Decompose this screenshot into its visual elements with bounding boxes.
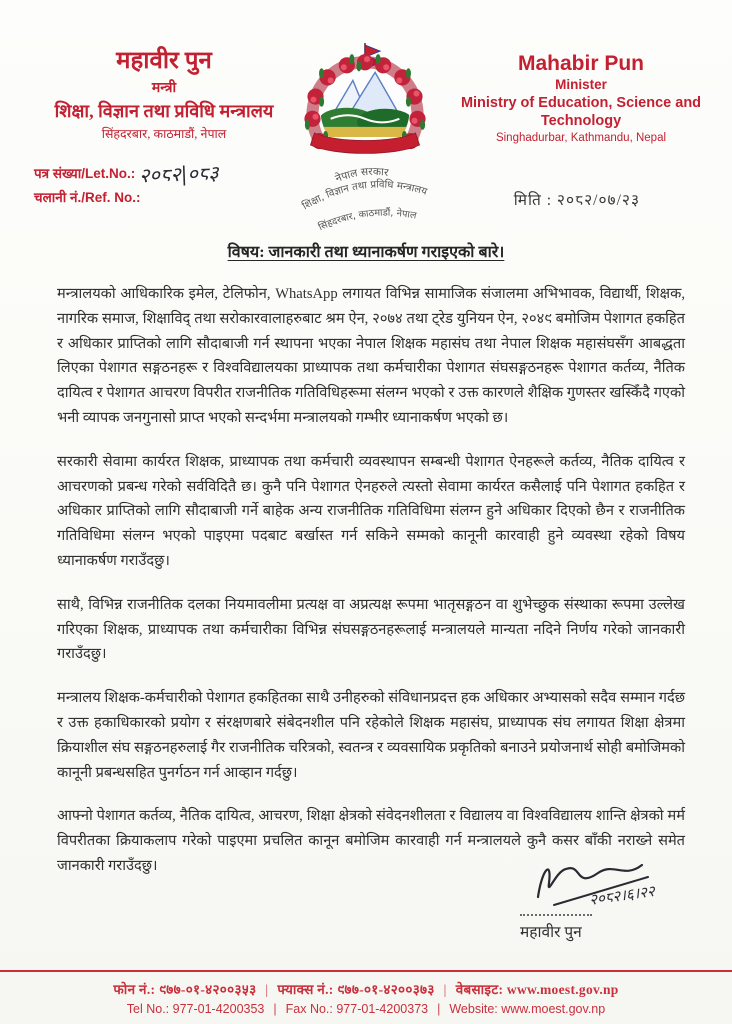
minister-title-english: Minister xyxy=(555,77,607,93)
signature-icon xyxy=(520,853,700,915)
footer-contact-nepali xyxy=(0,980,732,998)
footer-website-english: Website: www.moest.gov.np xyxy=(449,1002,606,1016)
svg-text:सिंहदरबार, काठमाडौं, नेपाल xyxy=(316,202,419,234)
stamp-text-ministry: शिक्षा, विज्ञान तथा प्रविधि मन्त्रालय xyxy=(300,179,429,213)
letter-footer xyxy=(0,970,732,1024)
footer-phone-english: Tel No.: 977-01-4200353 xyxy=(126,1002,265,1016)
footer-contact-english xyxy=(0,1002,732,1016)
footer-separator: | xyxy=(437,1002,441,1016)
letter-number-row xyxy=(34,160,219,187)
body-paragraph-3: साथै, विभिन्न राजनीतिक दलका नियमावलीमा प्रत्यक्ष वा अप्रत्यक्ष रूपमा भातृसङ्गठन वा शुभेच्छुक संस्थाका रूपमा उल्लेख गरिएका शिक्षक, प्राध्यापक तथा कर्मचारीका विभिन्न संघसङ्गठनहरूलाई मन्त्रालयले मान्यता नदिने निर्णय गरेको जानकारी गराउँदछु। xyxy=(57,596,685,663)
signature-block xyxy=(520,853,710,942)
minister-title-nepali: मन्त्री xyxy=(151,80,177,96)
office-stamp xyxy=(296,159,432,236)
subject-text: विषय: जानकारी तथा ध्यानाकर्षण गराइएको बारे। xyxy=(227,244,505,261)
body-paragraph-1: मन्त्रालयको आधिकारिक इमेल, टेलिफोन, WhatsApp लगायत विभिन्न सामाजिक संजालमा अभिभावक, विद्यार्थी, शिक्षक, नागरिक समाज, शिक्षाविद् तथा सरोकारवालाहरुबाट श्रम ऐन, २०७४ तथा ट्रेड युनियन ऐन, २०४९ बमोजिम पेशागत हकहित र अधिकार प्राप्तिको लागि सौदाबाजी गर्न स्थापना भएका नेपाल शिक्षक महासंघ तथा नेपाल शिक्षक महासंघसँग आबद्धता लिएका पेशागत सङ्गठनहरू र विश्वविद्यालयका प्राध्यापक तथा कर्मचारीका पेशागत संघसङ्गठनहरू पेशागत कर्तव्य, नैतिक दायित्व र पेशागत आचरण विपरीत राजनीतिक गतिविधिहरूमा संलग्न भएको र उक्त कारणले शैक्षिक गुणस्तर खस्किँदै गएको भनी व्यापक जनगुनासो प्राप्त भएको सन्दर्भमा मन्त्रालयको गम्भीर ध्यानाकर्षण भएको छ। xyxy=(57,286,685,426)
ministry-address-english: Singhadurbar, Kathmandu, Nepal xyxy=(495,132,667,145)
footer-fax-english: Fax No.: 977-01-4200373 xyxy=(285,1002,429,1016)
ministry-address-nepali: सिंहदरबार, काठमाडौं, नेपाल xyxy=(101,126,227,141)
letter-number-label: पत्र संख्या/Let.No.: xyxy=(34,166,136,181)
signature-handwritten-date: २०८२।६।२२ xyxy=(588,881,656,909)
signatory-name: महावीर पुन xyxy=(520,924,582,941)
footer-separator: | xyxy=(443,982,447,997)
minister-name-nepali: महावीर पुन xyxy=(116,48,212,74)
body-paragraph-4: मन्त्रालय शिक्षक-कर्मचारीको पेशागत हकहितका साथै उनीहरुको संविधानप्रदत्त हक अधिकार अभ्यासको सदैव सम्मान गर्दछ र उक्त हकाधिकारको प्रयोग र संरक्षणबारे संबेदनशील पनि रहेकोले शिक्षक महासंघ, प्राध्यापक संघ लगायत शिक्षा क्षेत्रमा क्रियाशील संघ सङ्गठनहरुलाई गैर राजनीतिक चरित्रको, स्वतन्त्र र व्यवसायिक प्रकृतिको बनाउने प्रयोजनार्थ सोही बमोजिमको कानूनी प्रबन्धसहित पुनर्गठन गर्न आव्हान गर्दछु। xyxy=(57,690,685,781)
minister-name-english: Mahabir Pun xyxy=(517,52,644,75)
body-paragraph-5: आफ्नो पेशागत कर्तव्य, नैतिक दायित्व, आचरण, शिक्षा क्षेत्रको संवेदनशीलता र विद्यालय वा विश्वविद्यालय शान्ति क्षेत्रको मर्म विपरीतका क्रियाकलाप गरेको पाइएमा प्रचलित कानून बमोजिम कारवाही गर्न मन्त्रालयले कुनै कसर बाँकी नराख्ने समेत जानकारी गराउँदछु। xyxy=(57,808,685,874)
body-paragraph-2: सरकारी सेवामा कार्यरत शिक्षक, प्राध्यापक तथा कर्मचारी व्यवस्थापन सम्बन्धी पेशागत ऐनहरूले कर्तव्य, नैतिक दायित्व र आचरणको प्रबन्ध गरेको सर्वविदितै छ। कुनै पनि पेशागत ऐनहरुले त्यस्तो सेवामा कार्यरत कसैलाई पनि पेशागत हकहित र अधिकार प्राप्तिको लागि सौदाबाजी गर्ने बाहेक अन्य राजनीतिक गतिविधिमा संलग्न हुने अधिकार दिएको छैन र राजनीतिक गतिविधिमा संलग्न भएको पाइएमा पदबाट बर्खास्त गर्न सकिने सम्मको कानूनी कारवाही हुने व्यवस्था रहेको विषय ध्यानाकर्षण गराउँदछु। xyxy=(57,453,685,569)
footer-website-nepali: वेबसाइट: www.moest.gov.np xyxy=(455,982,619,997)
ref-number-row xyxy=(34,188,140,206)
letter-number-handwritten-value: २०८२|०८३ xyxy=(138,160,220,188)
footer-separator: | xyxy=(265,982,269,997)
ministry-name-nepali: शिक्षा, विज्ञान तथा प्रविधि मन्त्रालय xyxy=(54,100,274,121)
footer-phone-nepali: फोन नं.: ९७७-०१-४२००३५३ xyxy=(113,982,257,997)
subject-line xyxy=(0,240,732,262)
date-label: मिति : xyxy=(513,192,553,209)
nepal-government-emblem-icon xyxy=(279,38,451,240)
letterhead-english xyxy=(442,52,720,144)
footer-separator: | xyxy=(273,1002,277,1016)
date-row xyxy=(514,188,640,210)
stamp-text-government: नेपाल सरकार xyxy=(333,165,390,186)
letterhead-nepali xyxy=(26,48,302,142)
ministry-name-english: Ministry of Education, Science and Technology xyxy=(460,95,702,130)
date-value: २०८२/०७/२३ xyxy=(556,192,640,209)
ref-number-label: चलानी नं./Ref. No.: xyxy=(34,190,141,205)
letter-body xyxy=(57,282,685,898)
stamp-text-address: सिंहदरबार, काठमाडौं, नेपाल xyxy=(316,207,418,234)
footer-fax-nepali: फ्याक्स नं.: ९७७-०१-४२००३७३ xyxy=(277,982,435,997)
